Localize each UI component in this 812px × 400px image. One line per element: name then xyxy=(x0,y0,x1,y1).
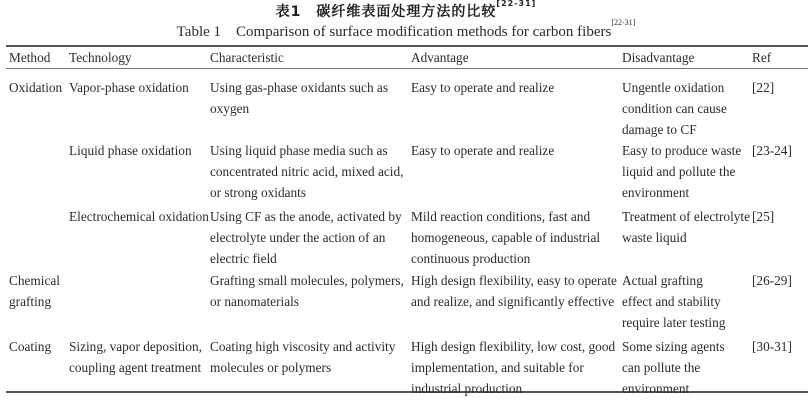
cell-disadvantage-line: waste liquid xyxy=(622,230,687,245)
cell-disadvantage-line: Ungentle oxidation xyxy=(622,80,725,95)
header-advantage: Advantage xyxy=(411,50,469,65)
cell-advantage-line: implementation, and suitable for xyxy=(411,360,584,375)
cell-technology-line: Electrochemical oxidation xyxy=(69,209,209,224)
cell-characteristic-line: Using CF as the anode, activated by xyxy=(210,209,402,224)
header-disadvantage: Disadvantage xyxy=(622,50,695,65)
table-header-row xyxy=(6,47,811,68)
cell-ref-text: [23-24] xyxy=(752,143,792,158)
cell-ref xyxy=(752,140,811,206)
cell-advantage-line: Easy to operate and realize xyxy=(411,143,555,158)
cell-characteristic-line: Using gas-phase oxidants such as xyxy=(210,80,389,95)
cell-characteristic-line: Using liquid phase media such as xyxy=(210,143,388,158)
cell-disadvantage-line: environment xyxy=(622,185,690,200)
caption-cn-citation: [22-31] xyxy=(496,0,537,8)
caption-cn-text: 表1 碳纤维表面处理方法的比较 xyxy=(275,4,497,20)
cell-disadvantage-line: liquid and pollute the xyxy=(622,164,736,179)
table-row xyxy=(6,140,811,206)
caption-en-text: Table 1 Comparison of surface modification methods for carbon fibers xyxy=(176,24,612,40)
cell-characteristic-line: Coating high viscosity and activity xyxy=(210,339,396,354)
table-row xyxy=(6,206,811,270)
cell-characteristic-line: electrolyte under the action of an xyxy=(210,230,386,245)
cell-method-line: Oxidation xyxy=(9,80,63,95)
cell-characteristic xyxy=(210,270,411,336)
cell-disadvantage-line: environment xyxy=(622,381,690,396)
header-technology: Technology xyxy=(69,50,132,65)
cell-disadvantage xyxy=(622,336,752,399)
table-caption-english xyxy=(0,20,812,41)
cell-advantage xyxy=(411,68,622,140)
cell-ref-text: [30-31] xyxy=(752,339,792,354)
table-row xyxy=(6,270,811,336)
cell-method xyxy=(6,270,69,336)
cell-disadvantage-line: damage to CF xyxy=(622,122,697,137)
cell-advantage-line: homogeneous, capable of industrial xyxy=(411,230,601,245)
cell-advantage-line: Mild reaction conditions, fast and xyxy=(411,209,591,224)
cell-disadvantage-line: Treatment of electrolyte xyxy=(622,209,751,224)
cell-disadvantage xyxy=(622,270,752,336)
cell-ref xyxy=(752,270,811,336)
cell-characteristic xyxy=(210,206,411,270)
cell-advantage xyxy=(411,206,622,270)
cell-characteristic-line: or strong oxidants xyxy=(210,185,307,200)
cell-disadvantage-line: can pollute the xyxy=(622,360,701,375)
cell-technology-line: Liquid phase oxidation xyxy=(69,143,192,158)
table-row xyxy=(6,68,811,140)
cell-method-line: Chemical xyxy=(9,273,60,288)
cell-technology xyxy=(69,206,210,270)
cell-disadvantage-line: Actual grafting xyxy=(622,273,703,288)
cell-characteristic xyxy=(210,336,411,399)
cell-disadvantage xyxy=(622,206,752,270)
table-caption-chinese xyxy=(0,1,812,21)
cell-method xyxy=(6,140,69,206)
cell-advantage xyxy=(411,270,622,336)
cell-method-line: grafting xyxy=(9,294,52,309)
cell-technology xyxy=(69,140,210,206)
cell-advantage-line: industrial production xyxy=(411,381,523,396)
cell-ref xyxy=(752,206,811,270)
cell-advantage-line: and realize, and significantly effective xyxy=(411,294,615,309)
cell-technology-line: Vapor-phase oxidation xyxy=(69,80,189,95)
cell-advantage-line: continuous production xyxy=(411,251,531,266)
cell-disadvantage-line: Easy to produce waste xyxy=(622,143,742,158)
cell-technology xyxy=(69,336,210,399)
cell-disadvantage-line: effect and stability xyxy=(622,294,721,309)
cell-advantage xyxy=(411,336,622,399)
cell-technology xyxy=(69,68,210,140)
cell-method-line: Coating xyxy=(9,339,52,354)
cell-characteristic-line: electric field xyxy=(210,251,277,266)
header-method: Method xyxy=(9,50,51,65)
cell-advantage-line: High design flexibility, low cost, good xyxy=(411,339,616,354)
cell-characteristic-line: concentrated nitric acid, mixed acid, xyxy=(210,164,404,179)
cell-disadvantage-line: condition can cause xyxy=(622,101,727,116)
cell-characteristic-line: or nanomaterials xyxy=(210,294,299,309)
cell-ref xyxy=(752,68,811,140)
cell-advantage xyxy=(411,140,622,206)
cell-technology-line: Sizing, vapor deposition, xyxy=(69,339,202,354)
cell-disadvantage xyxy=(622,68,752,140)
cell-method xyxy=(6,336,69,399)
cell-ref-text: [22] xyxy=(752,80,775,95)
header-characteristic: Characteristic xyxy=(210,50,284,65)
cell-ref-text: [26-29] xyxy=(752,273,792,288)
cell-disadvantage-line: require later testing xyxy=(622,315,726,330)
comparison-table xyxy=(6,47,811,399)
cell-ref xyxy=(752,336,811,399)
cell-advantage-line: High design flexibility, easy to operate xyxy=(411,273,617,288)
cell-method xyxy=(6,68,69,140)
cell-technology xyxy=(69,270,210,336)
cell-ref-text: [25] xyxy=(752,209,775,224)
cell-characteristic-line: Grafting small molecules, polymers, xyxy=(210,273,404,288)
cell-characteristic xyxy=(210,68,411,140)
cell-technology-line: coupling agent treatment xyxy=(69,360,202,375)
cell-advantage-line: Easy to operate and realize xyxy=(411,80,555,95)
cell-characteristic-line: molecules or polymers xyxy=(210,360,332,375)
caption-en-citation: [22-31] xyxy=(611,18,636,27)
header-ref: Ref xyxy=(752,50,772,65)
cell-characteristic xyxy=(210,140,411,206)
cell-characteristic-line: oxygen xyxy=(210,101,250,116)
cell-disadvantage xyxy=(622,140,752,206)
cell-disadvantage-line: Some sizing agents xyxy=(622,339,725,354)
cell-method xyxy=(6,206,69,270)
table-row xyxy=(6,336,811,399)
